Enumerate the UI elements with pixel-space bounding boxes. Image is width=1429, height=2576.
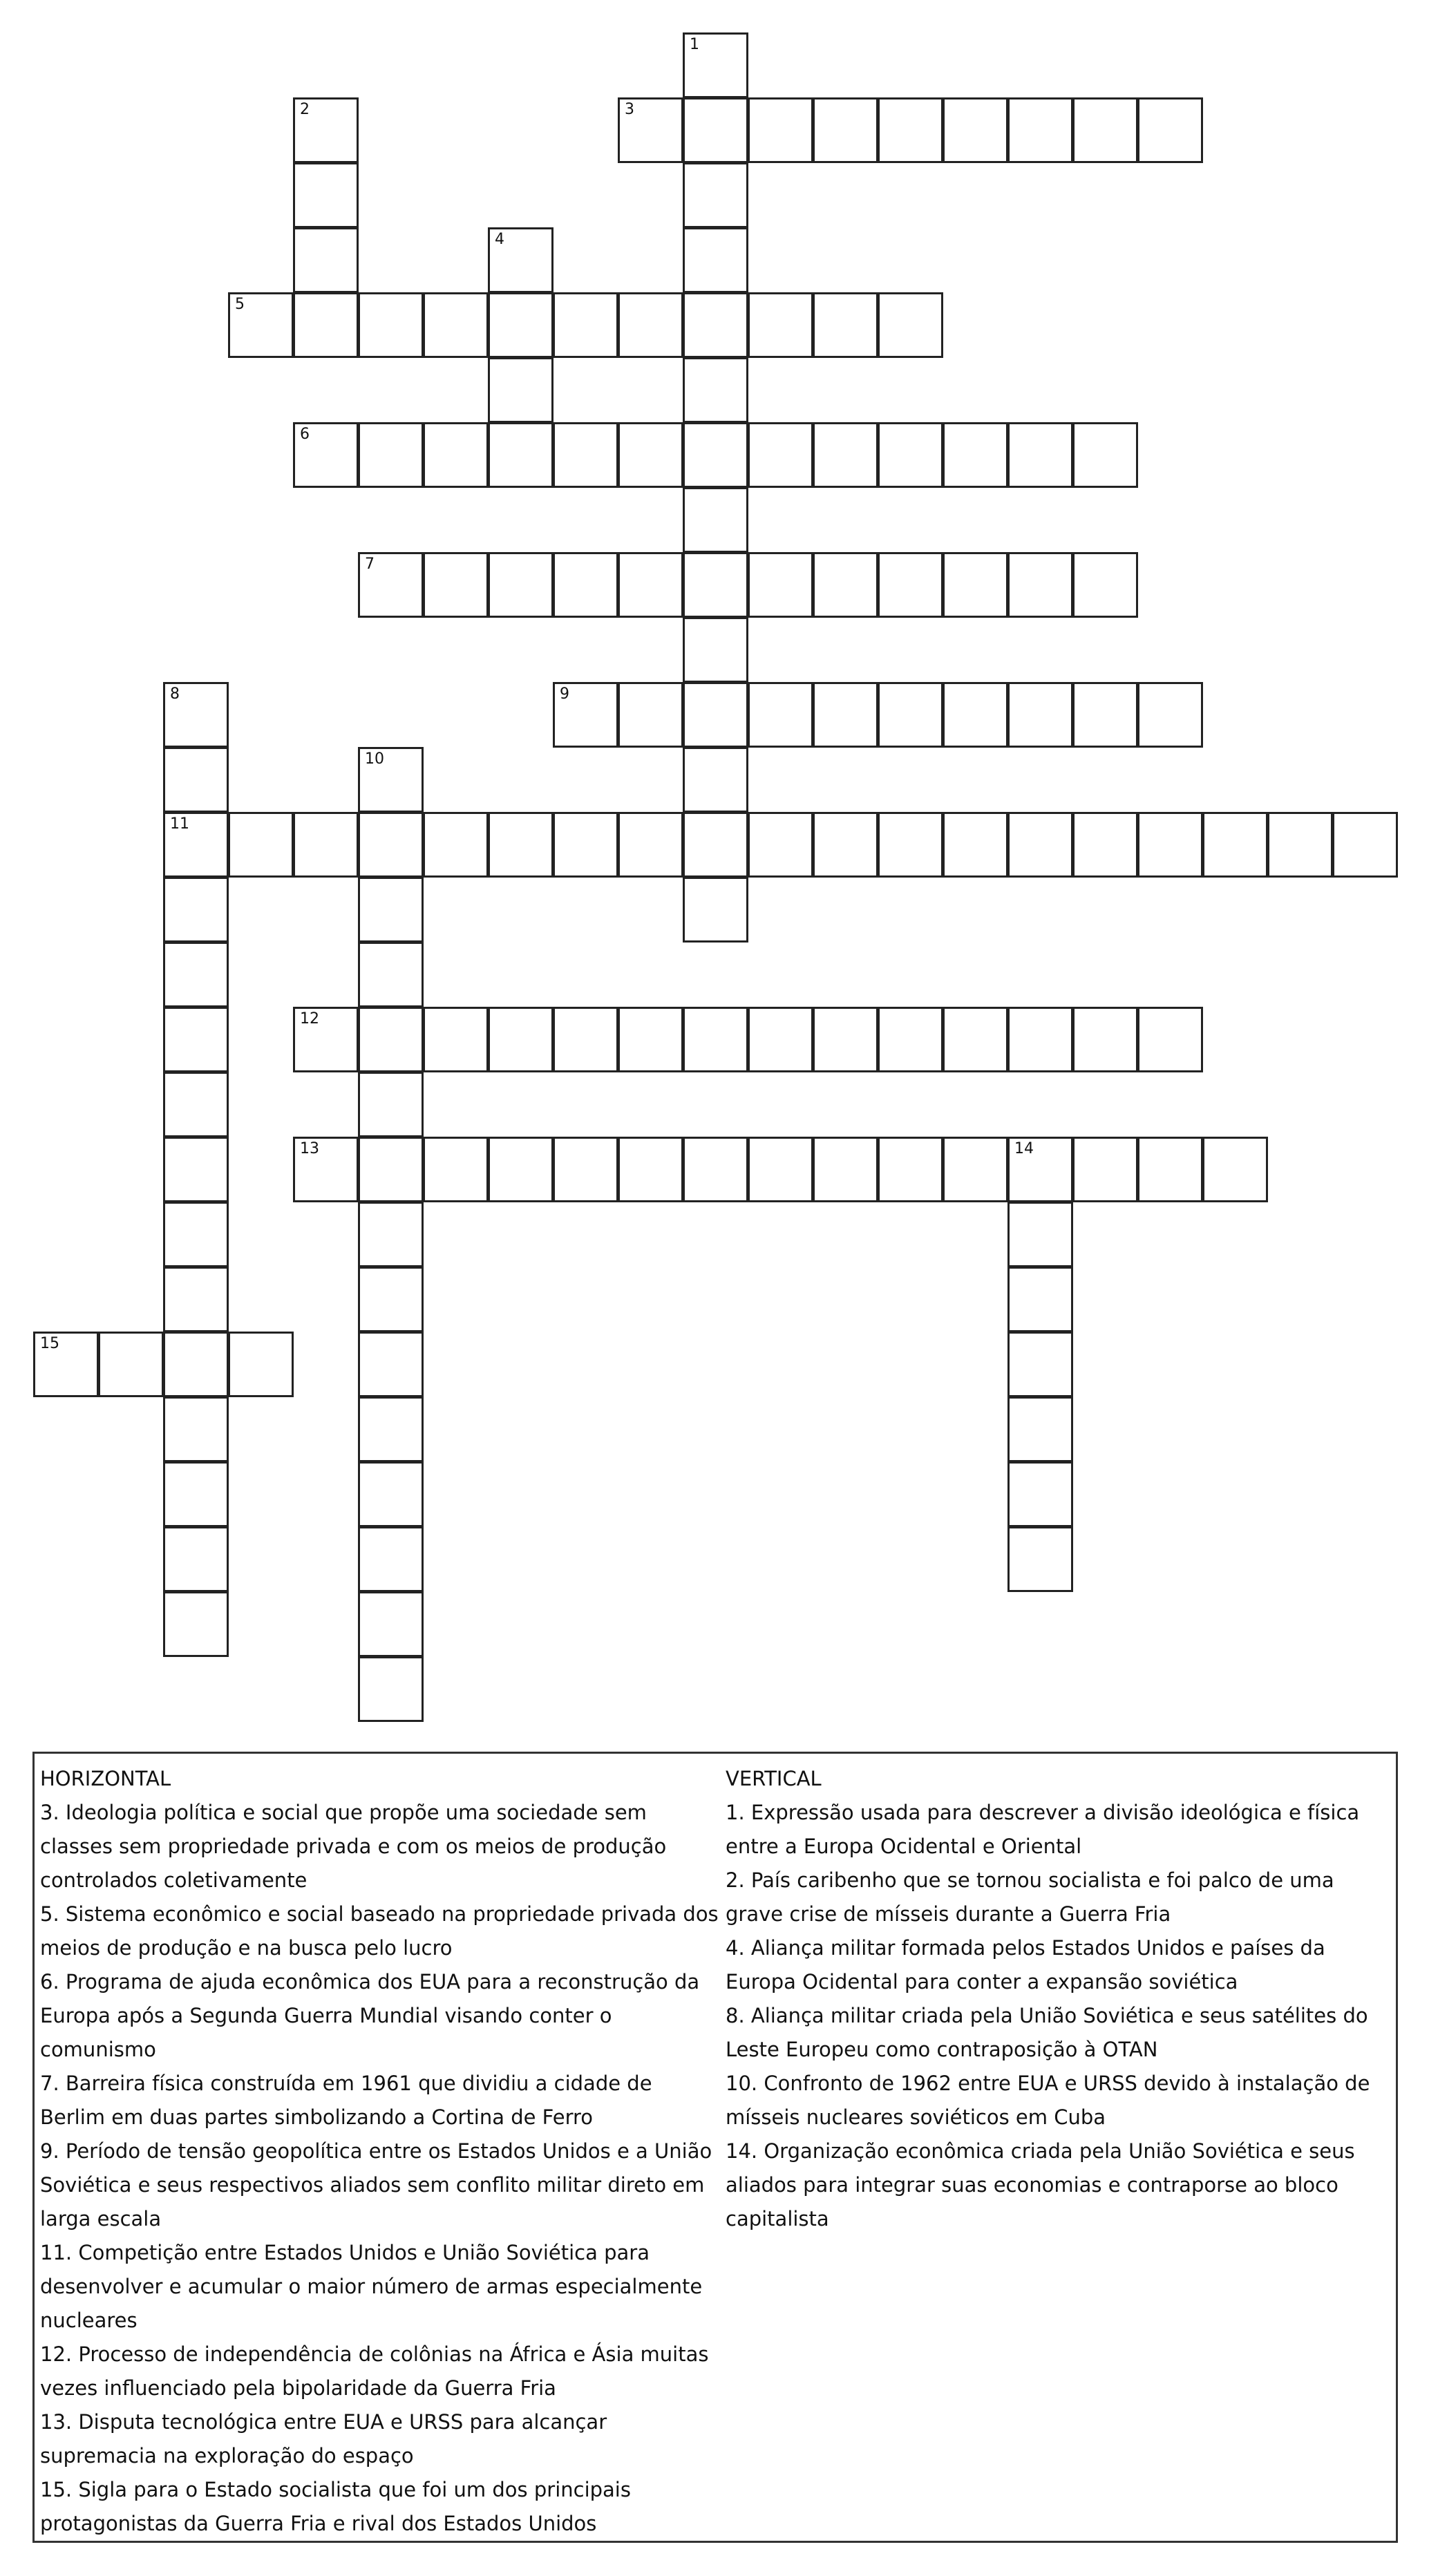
grid-cell[interactable] — [488, 357, 553, 423]
grid-cell[interactable] — [163, 1591, 229, 1657]
clue-down-14: 14. Organização econômica criada pela União Soviética e seus aliados para integrar suas economias e contraporse ao bloco capitalista — [726, 2139, 1355, 2231]
grid-cell[interactable] — [163, 1396, 229, 1462]
grid-cell[interactable] — [618, 97, 683, 163]
grid-cell[interactable] — [1007, 1396, 1073, 1462]
clue-across-9: 9. Período de tensão geopolítica entre os Estados Unidos e a União Soviética e seus respectivos aliados sem conflito militar direto em larga escala — [40, 2139, 712, 2231]
clue-number: 1 — [690, 36, 699, 53]
grid-cell[interactable] — [683, 1007, 748, 1072]
grid-cell[interactable] — [878, 682, 943, 748]
grid-cell[interactable] — [813, 682, 878, 748]
grid-cell[interactable] — [1007, 1526, 1073, 1592]
grid-cell[interactable] — [1202, 812, 1268, 878]
grid-cell[interactable] — [683, 617, 748, 683]
grid-cell[interactable] — [683, 1137, 748, 1202]
grid-cell[interactable] — [943, 682, 1008, 748]
clue-number: 12 — [300, 1010, 319, 1027]
grid-cell[interactable] — [488, 1137, 553, 1202]
grid-cell[interactable] — [358, 1526, 424, 1592]
clue-number: 4 — [495, 231, 504, 248]
grid-cell[interactable] — [683, 162, 748, 228]
clue-across-12: 12. Processo de independência de colônias na África e Ásia muitas vezes influenciado pela bipolaridade da Guerra Fria — [40, 2342, 709, 2400]
grid-cell[interactable] — [488, 1007, 553, 1072]
grid-cell[interactable] — [943, 1137, 1008, 1202]
grid-cell[interactable] — [618, 1007, 683, 1072]
grid-cell[interactable] — [683, 97, 748, 163]
clue-number: 11 — [170, 815, 189, 833]
grid-cell[interactable] — [423, 812, 489, 878]
grid-cell[interactable] — [1072, 812, 1138, 878]
grid-cell[interactable] — [1137, 1137, 1203, 1202]
grid-cell[interactable] — [1007, 682, 1073, 748]
grid-cell[interactable] — [943, 552, 1008, 618]
grid-cell[interactable] — [618, 1137, 683, 1202]
grid-cell[interactable] — [748, 97, 813, 163]
grid-cell[interactable] — [683, 682, 748, 748]
clue-down-8: 8. Aliança militar criada pela União Soviética e seus satélites do Leste Europeu como contraposição à OTAN — [726, 2004, 1368, 2061]
clue-down-10: 10. Confronto de 1962 entre EUA e URSS devido à instalação de mísseis nucleares soviéticos em Cuba — [726, 2072, 1370, 2129]
grid-cell[interactable] — [683, 227, 748, 293]
grid-cell[interactable] — [1007, 1332, 1073, 1397]
grid-cell[interactable] — [1137, 97, 1203, 163]
grid-cell[interactable] — [488, 292, 553, 358]
grid-cell[interactable] — [488, 422, 553, 488]
grid-cell[interactable] — [293, 1007, 359, 1072]
grid-cell[interactable] — [163, 1526, 229, 1592]
grid-cell[interactable] — [293, 227, 359, 293]
grid-cell[interactable] — [358, 552, 424, 618]
grid-cell[interactable] — [1332, 812, 1398, 878]
grid-cell[interactable] — [1137, 682, 1203, 748]
grid-cell[interactable] — [813, 422, 878, 488]
grid-cell[interactable] — [358, 942, 424, 1007]
clue-number: 14 — [1014, 1140, 1034, 1157]
grid-cell[interactable] — [553, 552, 618, 618]
grid-cell[interactable] — [358, 747, 424, 813]
grid-cell[interactable] — [293, 1137, 359, 1202]
grid-cell[interactable] — [488, 227, 553, 293]
grid-cell[interactable] — [748, 682, 813, 748]
clue-number: 10 — [365, 750, 384, 768]
grid-cell[interactable] — [358, 1072, 424, 1137]
clue-number: 15 — [40, 1335, 59, 1352]
clue-number: 3 — [625, 101, 634, 118]
clues-box — [32, 1752, 1398, 2543]
vertical-clues — [726, 1762, 1389, 2236]
grid-cell[interactable] — [1137, 812, 1203, 878]
grid-cell[interactable] — [553, 1137, 618, 1202]
grid-cell[interactable] — [1007, 97, 1073, 163]
clue-across-6: 6. Programa de ajuda econômica dos EUA para a reconstrução da Europa após a Segunda Guerra Mundial visando conter o comunismo — [40, 1970, 700, 2061]
clue-number: 6 — [300, 426, 310, 443]
grid-cell[interactable] — [813, 97, 878, 163]
grid-cell[interactable] — [943, 97, 1008, 163]
grid-cell[interactable] — [1007, 1007, 1073, 1072]
grid-cell[interactable] — [748, 1137, 813, 1202]
grid-cell[interactable] — [683, 812, 748, 878]
grid-cell[interactable] — [163, 1332, 229, 1397]
grid-cell[interactable] — [358, 1461, 424, 1527]
grid-cell[interactable] — [358, 1332, 424, 1397]
grid-cell[interactable] — [163, 812, 229, 878]
grid-cell[interactable] — [618, 422, 683, 488]
grid-cell[interactable] — [683, 877, 748, 943]
grid-cell[interactable] — [358, 1396, 424, 1462]
grid-cell[interactable] — [358, 292, 424, 358]
grid-cell[interactable] — [358, 1267, 424, 1332]
clue-across-3: 3. Ideologia política e social que propõe uma sociedade sem classes sem propriedade privada e com os meios de produção controlados coletivamente — [40, 1801, 667, 1892]
grid-cell[interactable] — [1202, 1137, 1268, 1202]
grid-cell[interactable] — [813, 1137, 878, 1202]
grid-cell[interactable] — [228, 292, 294, 358]
clue-number: 7 — [365, 556, 375, 573]
grid-cell[interactable] — [423, 1007, 489, 1072]
grid-cell[interactable] — [163, 877, 229, 943]
grid-cell[interactable] — [358, 422, 424, 488]
grid-cell[interactable] — [1007, 812, 1073, 878]
grid-cell[interactable] — [33, 1332, 99, 1397]
horizontal-clues — [40, 1762, 721, 2541]
grid-cell[interactable] — [358, 1591, 424, 1657]
grid-cell[interactable] — [293, 812, 359, 878]
grid-cell[interactable] — [1072, 97, 1138, 163]
clue-across-15: 15. Sigla para o Estado socialista que foi um dos principais protagonistas da Guerra Fria e rival dos Estados Unidos — [40, 2478, 631, 2535]
grid-cell[interactable] — [163, 747, 229, 813]
grid-cell[interactable] — [1072, 552, 1138, 618]
grid-cell[interactable] — [683, 292, 748, 358]
grid-cell[interactable] — [163, 1072, 229, 1137]
grid-cell[interactable] — [553, 812, 618, 878]
grid-cell[interactable] — [358, 1656, 424, 1722]
grid-cell[interactable] — [293, 422, 359, 488]
grid-cell[interactable] — [553, 682, 618, 748]
grid-cell[interactable] — [488, 812, 553, 878]
grid-cell[interactable] — [163, 1202, 229, 1267]
grid-cell[interactable] — [1007, 1202, 1073, 1267]
clue-number: 9 — [560, 685, 569, 703]
grid-cell[interactable] — [683, 552, 748, 618]
grid-cell[interactable] — [488, 552, 553, 618]
grid-cell[interactable] — [878, 422, 943, 488]
clue-number: 5 — [235, 296, 245, 313]
grid-cell[interactable] — [358, 1137, 424, 1202]
grid-cell[interactable] — [683, 32, 748, 98]
grid-cell[interactable] — [943, 1007, 1008, 1072]
grid-cell[interactable] — [553, 422, 618, 488]
grid-cell[interactable] — [1007, 1137, 1073, 1202]
clue-down-1: 1. Expressão usada para descrever a divisão ideológica e física entre a Europa Ocidental e Oriental — [726, 1801, 1360, 1858]
grid-cell[interactable] — [878, 812, 943, 878]
grid-cell[interactable] — [553, 1007, 618, 1072]
grid-cell[interactable] — [423, 552, 489, 618]
grid-cell[interactable] — [618, 292, 683, 358]
grid-cell[interactable] — [1072, 682, 1138, 748]
grid-cell[interactable] — [163, 682, 229, 748]
grid-cell[interactable] — [748, 812, 813, 878]
clue-number: 2 — [300, 101, 310, 118]
grid-cell[interactable] — [618, 552, 683, 618]
grid-cell[interactable] — [878, 1137, 943, 1202]
grid-cell[interactable] — [748, 552, 813, 618]
grid-cell[interactable] — [358, 812, 424, 878]
grid-cell[interactable] — [163, 1267, 229, 1332]
grid-cell[interactable] — [1007, 552, 1073, 618]
grid-cell[interactable] — [1007, 422, 1073, 488]
grid-cell[interactable] — [878, 97, 943, 163]
grid-cell[interactable] — [553, 292, 618, 358]
grid-cell[interactable] — [878, 292, 943, 358]
grid-cell[interactable] — [748, 292, 813, 358]
clue-down-2: 2. País caribenho que se tornou socialista e foi palco de uma grave crise de mísseis durante a Guerra Fria — [726, 1868, 1334, 1926]
grid-cell[interactable] — [683, 747, 748, 813]
grid-cell[interactable] — [618, 682, 683, 748]
grid-cell[interactable] — [813, 812, 878, 878]
grid-cell[interactable] — [358, 1202, 424, 1267]
grid-cell[interactable] — [813, 292, 878, 358]
grid-cell[interactable] — [943, 812, 1008, 878]
grid-cell[interactable] — [1072, 1137, 1138, 1202]
grid-cell[interactable] — [163, 1461, 229, 1527]
grid-cell[interactable] — [683, 422, 748, 488]
grid-cell[interactable] — [1072, 422, 1138, 488]
grid-cell[interactable] — [163, 942, 229, 1007]
grid-cell[interactable] — [878, 1007, 943, 1072]
grid-cell[interactable] — [163, 1137, 229, 1202]
vertical-title: VERTICAL — [726, 1767, 822, 1790]
grid-cell[interactable] — [748, 422, 813, 488]
grid-cell[interactable] — [423, 422, 489, 488]
grid-cell[interactable] — [293, 97, 359, 163]
grid-cell[interactable] — [683, 357, 748, 423]
grid-cell[interactable] — [423, 1137, 489, 1202]
clue-across-11: 11. Competição entre Estados Unidos e União Soviética para desenvolver e acumular o maior número de armas especialmente nucleares — [40, 2241, 703, 2332]
clue-down-4: 4. Aliança militar formada pelos Estados Unidos e países da Europa Ocidental para conter a expansão soviética — [726, 1936, 1325, 1993]
clue-number: 13 — [300, 1140, 319, 1157]
grid-cell[interactable] — [1267, 812, 1333, 878]
grid-cell[interactable] — [358, 877, 424, 943]
clue-number: 8 — [170, 685, 180, 703]
grid-cell[interactable] — [748, 1007, 813, 1072]
grid-cell[interactable] — [683, 487, 748, 553]
grid-cell[interactable] — [1007, 1461, 1073, 1527]
grid-cell[interactable] — [228, 812, 294, 878]
clue-across-7: 7. Barreira física construída em 1961 que dividiu a cidade de Berlim em duas partes simbolizando a Cortina de Ferro — [40, 2072, 652, 2129]
horizontal-title: HORIZONTAL — [40, 1767, 171, 1790]
grid-cell[interactable] — [293, 292, 359, 358]
clue-across-5: 5. Sistema econômico e social baseado na propriedade privada dos meios de produção e na busca pelo lucro — [40, 1902, 719, 1960]
grid-cell[interactable] — [943, 422, 1008, 488]
grid-cell[interactable] — [1072, 1007, 1138, 1072]
grid-cell[interactable] — [1007, 1267, 1073, 1332]
grid-cell[interactable] — [813, 552, 878, 618]
grid-cell[interactable] — [878, 552, 943, 618]
grid-cell[interactable] — [1137, 1007, 1203, 1072]
grid-cell[interactable] — [98, 1332, 164, 1397]
grid-cell[interactable] — [163, 1007, 229, 1072]
grid-cell[interactable] — [293, 162, 359, 228]
grid-cell[interactable] — [228, 1332, 294, 1397]
clue-across-13: 13. Disputa tecnológica entre EUA e URSS para alcançar supremacia na exploração do espaço — [40, 2410, 607, 2468]
grid-cell[interactable] — [813, 1007, 878, 1072]
grid-cell[interactable] — [358, 1007, 424, 1072]
grid-cell[interactable] — [618, 812, 683, 878]
grid-cell[interactable] — [423, 292, 489, 358]
